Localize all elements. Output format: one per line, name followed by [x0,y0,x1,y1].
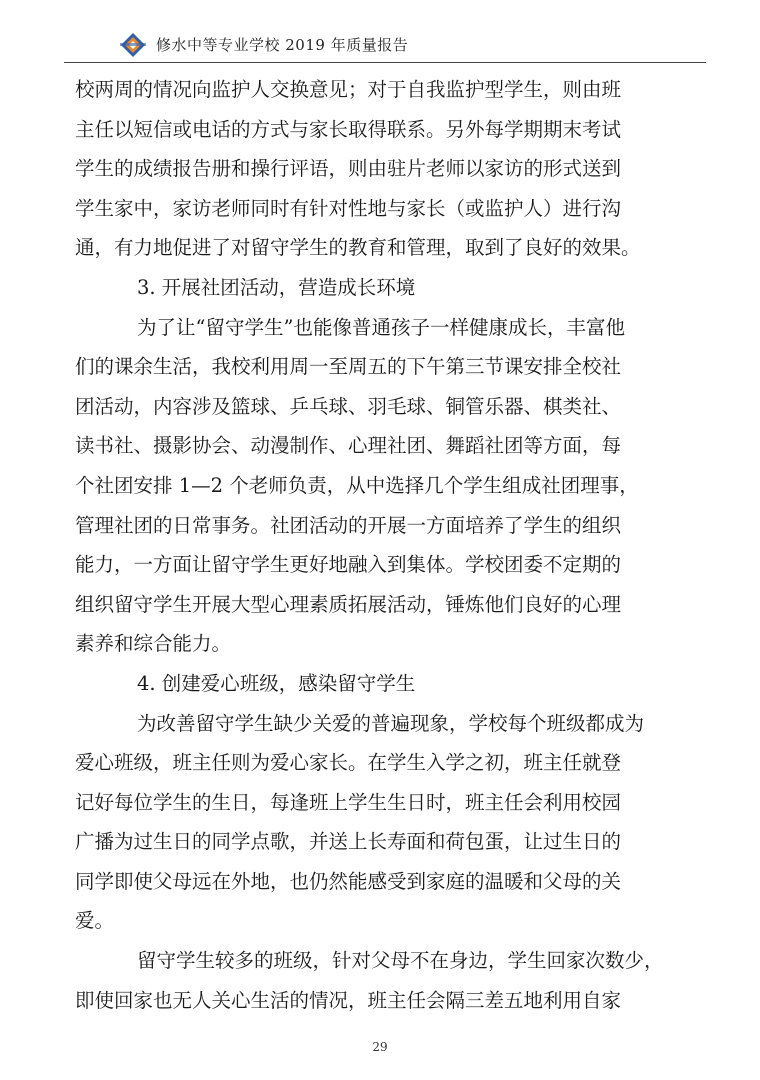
text-line: 爱。 [75,909,115,933]
text-line: 们的课余生活，我校利用周一至周五的下午第三节课安排全校社 [75,355,622,379]
page-number: 29 [372,1040,388,1054]
text-line: 即使回家也无人关心生活的情况，班主任会隔三差五地利用自家 [75,988,622,1012]
text-line: 为了让“留守学生”也能像普通孩子一样健康成长，丰富他 [137,315,625,339]
body-text [75,70,695,1020]
report-title: 修水中等专业学校 2019 年质量报告 [156,35,409,54]
text-line: 记好每位学生的生日，每逢班上学生生日时，班主任会利用校园 [75,790,622,814]
text-line: 学生的成绩报告册和操行评语，则由驻片老师以家访的形式送到 [75,157,622,181]
text-line: 同学即使父母远在外地，也仍然能感受到家庭的温暖和父母的关 [75,869,622,893]
text-line: 3. 开展社团活动，营造成长环境 [137,275,416,299]
text-line: 管理社团的日常事务。社团活动的开展一方面培养了学生的组织 [75,513,622,537]
text-line: 团活动，内容涉及篮球、乒乓球、羽毛球、铜管乐器、棋类社、 [75,394,622,418]
text-line: 为改善留守学生缺少关爱的普遍现象，学校每个班级都成为 [137,711,645,735]
text-line: 广播为过生日的同学点歌，并送上长寿面和荷包蛋，让过生日的 [75,830,622,854]
page-header [118,26,408,62]
text-line: 校两周的情况向监护人交换意见；对于自我监护型学生，则由班 [75,78,622,101]
text-line: 个社团安排 1—2 个老师负责，从中选择几个学生组成社团理事， [75,473,639,497]
text-line: 4. 创建爱心班级，感染留守学生 [137,671,416,695]
text-line: 读书社、摄影协会、动漫制作、心理社团、舞蹈社团等方面，每 [75,434,622,458]
text-line: 素养和综合能力。 [75,632,232,656]
text-line: 通，有力地促进了对留守学生的教育和管理，取到了良好的效果。 [75,236,641,260]
text-line: 能力，一方面让留守学生更好地融入到集体。学校团委不定期的 [75,553,622,577]
header-divider [64,62,706,63]
text-line: 主任以短信或电话的方式与家长取得联系。另外每学期期末考试 [75,117,622,141]
text-line: 学生家中，家访老师同时有针对性地与家长（或监护人）进行沟 [75,196,622,220]
school-logo-icon [118,29,148,59]
text-line: 组织留守学生开展大型心理素质拓展活动，锤炼他们良好的心理 [75,592,622,616]
text-line: 爱心班级，班主任则为爱心家长。在学生入学之初，班主任就登 [75,751,622,775]
text-line: 留守学生较多的班级，针对父母不在身边，学生回家次数少， [137,949,664,973]
